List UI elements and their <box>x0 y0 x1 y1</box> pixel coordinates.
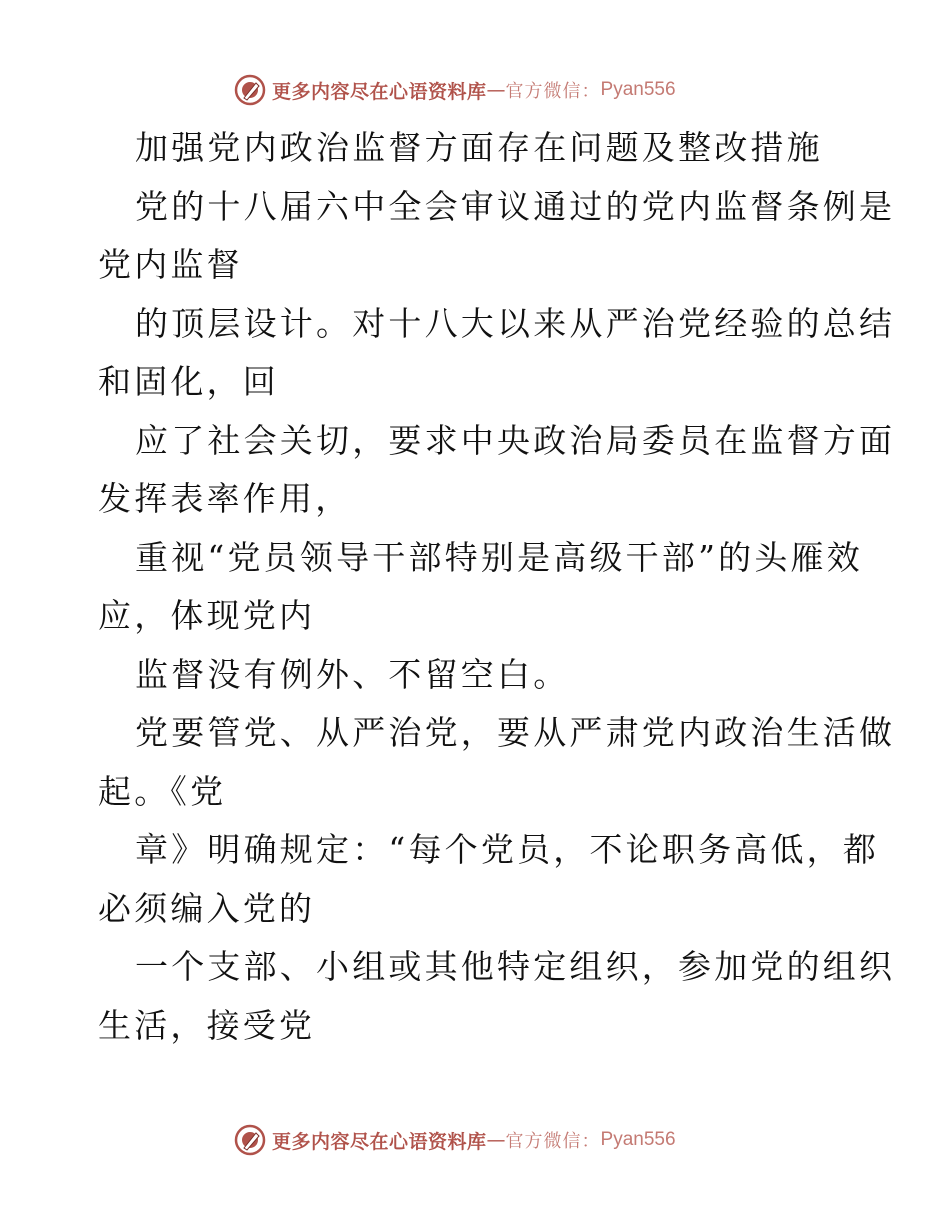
text-line: 必须编入党的 <box>98 888 316 928</box>
watermark-wechat-id: Pyan556 <box>600 1129 676 1150</box>
text-line: 的顶层设计。对十八大以来从严治党经验的总结 <box>135 303 896 343</box>
watermark-header <box>234 72 754 108</box>
watermark-main-text: 更多内容尽在心语资料库 <box>272 1130 487 1153</box>
text-line: 党内监督 <box>98 245 243 284</box>
watermark-dash: — <box>486 79 506 101</box>
text-line: 发挥表率作用， <box>98 479 352 518</box>
text-line: 应，体现党内 <box>98 596 316 635</box>
pen-logo-icon <box>234 1124 266 1156</box>
text-line: 党要管党、从严治党，要从严肃党内政治生活做 <box>135 713 896 752</box>
text-line: 党的十八届六中全会审议通过的党内监督条例是 <box>135 186 896 226</box>
pen-logo-icon <box>234 74 266 106</box>
text-line: 起。《党 <box>98 771 227 811</box>
text-line: 重视“党员领导干部特别是高级干部”的头雁效 <box>135 537 863 577</box>
watermark-footer <box>234 1122 754 1158</box>
text-line: 加强党内政治监督方面存在问题及整改措施 <box>135 128 823 167</box>
watermark-main-text: 更多内容尽在心语资料库 <box>272 80 487 103</box>
watermark-wechat-id: Pyan556 <box>600 79 676 100</box>
watermark-sub-text: 官方微信： <box>505 81 601 102</box>
text-line: 一个支部、小组或其他特定组织，参加党的组织 <box>135 947 896 986</box>
text-line: 应了社会关切，要求中央政治局委员在监督方面 <box>135 420 896 460</box>
text-line: 和固化，回 <box>98 362 279 401</box>
watermark-sub-text: 官方微信： <box>505 1131 601 1152</box>
text-line: 生活，接受党 <box>98 1005 316 1045</box>
watermark-dash: — <box>486 1129 506 1151</box>
text-line: 章》明确规定：“每个党员，不论职务高低，都 <box>135 830 880 869</box>
text-line: 监督没有例外、不留空白。 <box>135 654 570 694</box>
document-body <box>98 119 896 1055</box>
